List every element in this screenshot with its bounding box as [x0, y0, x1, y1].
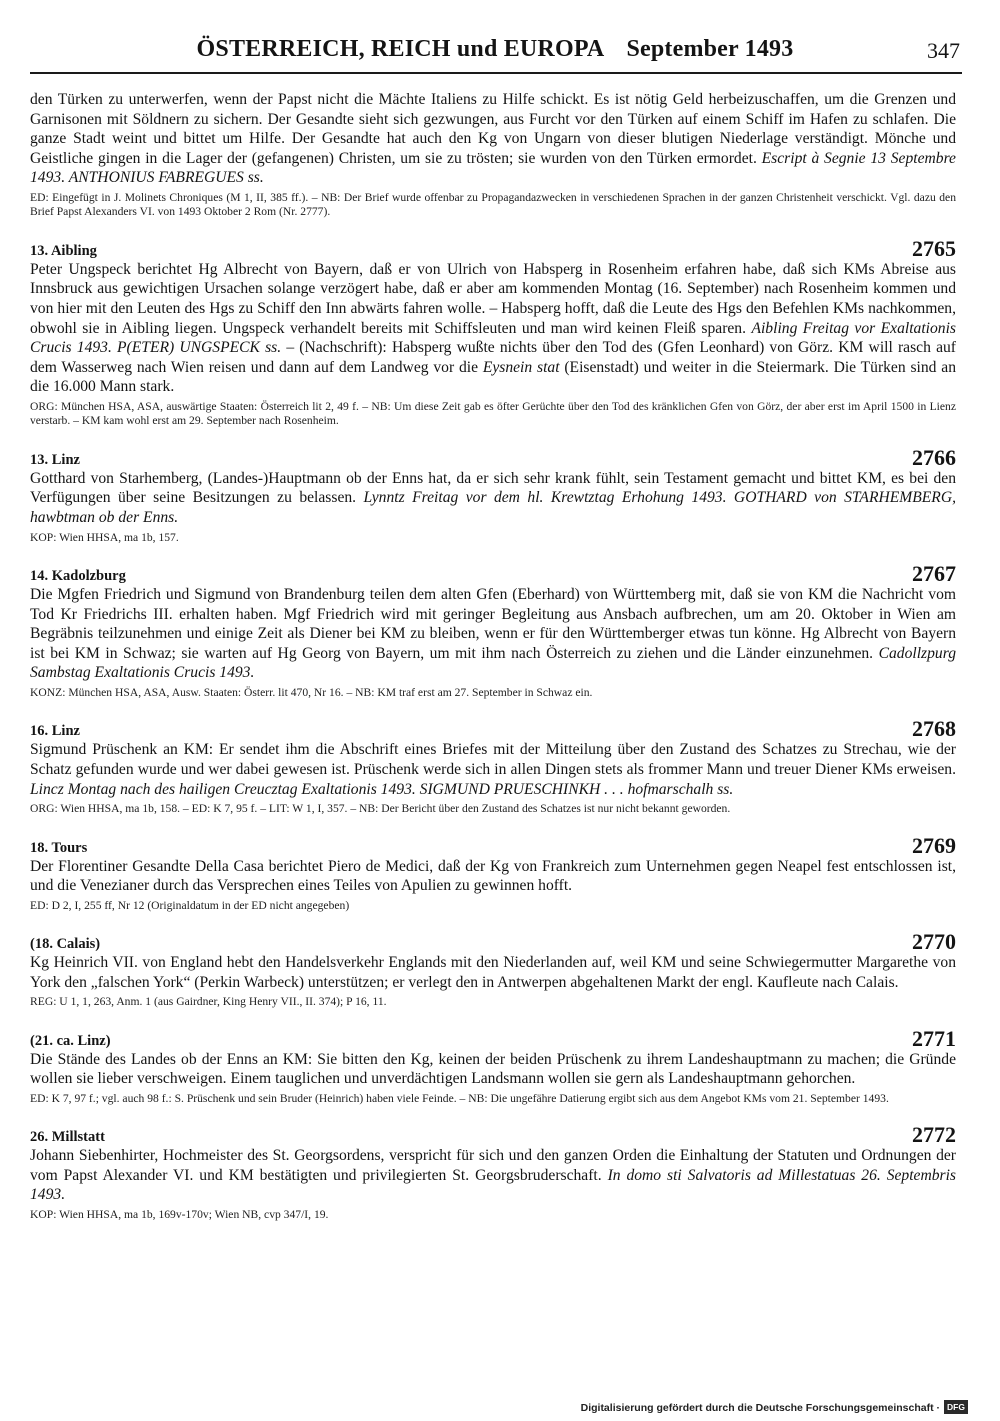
entry-note: ED: Eingefügt in J. Molinets Chroniques (M 1, II, 385 ff.). – NB: Der Brief wurde offenbar zu Propagandazwecken in verschiedenen Sprachen in der ganzen Christenheit verschickt. Vgl. dazu den Brief Papst Alexanders VI. von 1493 Oktober 2 Rom (Nr. 2777). [30, 190, 956, 219]
entry-date: 14. Kadolzburg [30, 567, 126, 584]
entry-head [30, 931, 956, 953]
header-rule [30, 72, 962, 74]
entry-date: (18. Calais) [30, 936, 101, 953]
page-body [30, 90, 956, 1222]
entry-text: Gotthard von Starhemberg, (Landes-)Hauptmann ob der Enns hat, da er sich sehr krank fühlt, sein Testament gemacht und bittet KM, es bei den Verfügungen über seine Besitzungen zu belassen. Lynntz Freitag vor dem hl. Krewtztag Erhohung 1493. GOTHARD von STARHEMBERG, hawbtman ob der Enns. [30, 469, 956, 526]
entry-number: 2769 [912, 832, 956, 858]
entry-head [30, 235, 956, 261]
page-number: 347 [927, 38, 960, 63]
entry-number: 2767 [912, 560, 956, 586]
entry-number: 2772 [912, 1122, 956, 1148]
entry-text: Johann Siebenhirter, Hochmeister des St. Georgsordens, verspricht für sich und den ganzen Orden die Einhaltung der Statuten und Ordnungen der vom Papst Alexander VI. und KM bestätigten und privilegierten St. Georgsbruderschaft. In domo sti Salvatoris ad Millestatuas 26. Septembris 1493. [30, 1147, 956, 1204]
entry-text: Kg Heinrich VII. von England hebt den Handelsverkehr Englands mit den Niederlanden auf, weil KM und seine Schwiegermutter Margarethe von York den „falschen York“ (Perkin Warbeck) unterstützen; er verlegt den in Antwerpen abgehaltenen Markt der engl. Kaufleute nach Calais. [30, 954, 956, 991]
regest-entry-2770 [30, 931, 956, 1010]
entry-note: ORG: München HSA, ASA, auswärtige Staaten: Österreich lit 2, 49 f. – NB: Um diese Zeit gab es öfter Gerüchte über den Tod des kränklichen Gfen von Görz, der aber erst im April 1500 in Lienz verstarb. – KM kam wohl erst am 29. September nach Rosenheim. [30, 399, 956, 428]
entry-head [30, 444, 956, 470]
entry-source: Escript à Segnie 13 Septembre 1493. ANTHONIUS FABREGUES ss. [30, 149, 956, 187]
entry-text: den Türken zu unterwerfen, wenn der Papst nicht die Mächte Italiens zu Hilfe schickt. Es ist nötig Geld herbeizuschaffen, um die Grenzen und Garnisonen mit Söldnern zu sichern. Der Gesandte sieht sich gezwungen, aus Furcht vor den Türken auf einem Schiff im Hafen zu schlafen. Die ganze Stadt weint und bittet um Hilfe. Der Gesandte hat auch den Kg von Ungarn von dieser blutigen Niederlage verständigt. Mönche und Geistliche gingen in die Lager der (gefangenen) Christen, um sie zu trösten; sie wurden von den Türken ermordet. Escript à Segnie 13 Septembre 1493. ANTHONIUS FABREGUES ss. [30, 91, 956, 187]
entry-text: Die Mgfen Friedrich und Sigmund von Brandenburg teilen dem alten Gfen (Eberhard) von Württemberg mit, daß sie von KM die Nachricht vom Tod Kr Friedrichs III. erhalten haben. Mgf Friedrich wird mit geringer Begleitung aus Ansbach aufbrechen, um am 20. Oktober in Wien am Begräbnis teilzunehmen und einige Zeit als Diener bei KM zu bleiben, wenn er für den Württemberger etwas tun könne. Hg Albrecht von Bayern ist bei KM in Schwaz; sie warten auf Hg Georg von Bayern, um mit ihm nach Österreich zu ziehen und die Länder einzunehmen. Cadollzpurg Sambstag Exaltationis Crucis 1493. [30, 585, 956, 682]
entry-note: REG: U 1, 1, 263, Anm. 1 (aus Gairdner, King Henry VII., II. 374); P 16, 11. [30, 995, 387, 1009]
entry-date: 16. Linz [30, 723, 80, 740]
entry-note: KOP: Wien HHSA, ma 1b, 157. [30, 530, 179, 544]
entry-date: 13. Linz [30, 451, 80, 468]
header-title: ÖSTERREICH, REICH und EUROPA [196, 36, 605, 62]
entry-number: 2768 [912, 716, 956, 742]
digitization-credit: Digitalisierung gefördert durch die Deutsche Forschungsgemeinschaft · [580, 1402, 940, 1414]
entry-number: 2766 [912, 444, 956, 470]
entry-text: Der Florentiner Gesandte Della Casa berichtet Piero de Medici, daß der Kg von Frankreich zum Unternehmen gegen Neapel fest entschlossen ist, und die Venezianer durch das Versprechen eines Teiles von Apulien zu gewinnen hofft. [30, 857, 956, 895]
entry-date: 18. Tours [30, 839, 88, 856]
header-date: September 1493 [626, 36, 794, 62]
entry-head [30, 1124, 956, 1146]
entry-text: Die Stände des Landes ob der Enns an KM: Sie bitten den Kg, keinen der beiden Prüschenk zu ihrem Landeshauptmann zu machen; die Gründe wollen sie lieber verschweigen. Einem tauglichen und unverdächtigen Landsmann wollen sie gern als Landeshauptmann gehorchen. [30, 1050, 956, 1088]
regest-entry-2765 [30, 235, 956, 429]
entry-note: ORG: Wien HHSA, ma 1b, 158. – ED: K 7, 95 f. – LIT: W 1, I, 357. – NB: Der Bericht über den Zustand des Schatzes ist nur nicht bekannt geworden. [30, 802, 731, 816]
entry-note: ED: K 7, 97 f.; vgl. auch 98 f.: S. Prüschenk und sein Bruder (Heinrich) haben viele Feinde. – NB: Die ungefähre Datierung ergibt sich aus dem Angebot KMs vom 21. September 1493. [30, 1091, 889, 1105]
entry-source: Lincz Montag nach des hailigen Creucztag Exaltationis 1493. SIGMUND PRUESCHINKH . . . hofmarschalh ss. [30, 780, 734, 798]
entry-head [30, 560, 956, 586]
entry-text: Sigmund Prüschenk an KM: Er sendet ihm die Abschrift eines Briefes mit der Mitteilung über den Zustand des Schatzes zu Strechau, wie der Schatz gefunden wurde und wer dabei gewesen ist. Prüschenk werde sich in allen Dingen stets als frommer Mann und treuer Diener KMs erweisen. Lincz Montag nach des hailigen Creucztag Exaltationis 1493. SIGMUND PRUESCHINKH . . . hofmarschalh ss. [30, 741, 956, 798]
entry-date: (21. ca. Linz) [30, 1032, 111, 1049]
regest-entry-2768 [30, 718, 956, 816]
header-title-line [30, 36, 960, 63]
entry-source: Lynntz Freitag vor dem hl. Krewtztag Erhohung 1493. GOTHARD von STARHEMBERG, hawbtman ob der Enns. [30, 489, 956, 526]
dfg-logo: DFG [944, 1400, 968, 1414]
entry-head [30, 832, 956, 858]
entry-note: ED: D 2, I, 255 ff, Nr 12 (Originaldatum in der ED nicht angegeben) [30, 898, 350, 912]
entry-source: Cadollzpurg Sambstag Exaltationis Crucis 1493. [30, 644, 956, 682]
entry-number: 2770 [912, 929, 956, 955]
regest-entry-2771 [30, 1025, 956, 1107]
intro-entry [30, 90, 956, 220]
entry-note: KOP: Wien HHSA, ma 1b, 169v-170v; Wien NB, cvp 347/I, 19. [30, 1208, 329, 1222]
entry-text: Peter Ungspeck berichtet Hg Albrecht von Bayern, daß er von Ulrich von Habsperg in Rosenheim erfahren habe, daß sich KMs Abreise aus Innsbruck aus gewichtigen Ursachen solange verzögert habe, daß er aber am kommenden Montag (16. September) nach Rosenheim kommen und von hier mit den Leuten des Hgs zu Schiff den Inn abwärts fahren wolle. – Habsperg hofft, daß die Leute des Hgs den Befehlen KMs nachkommen, obwohl sie in Aibling liegen. Ungspeck verhandelt bereits mit Schiffsleuten und man wird keinen Fleiß sparen. Aibling Freitag vor Exaltationis Crucis 1493. P(ETER) UNGSPECK ss. – (Nachschrift): Habsperg wußte nichts über den Tod des (Gfen Leonhard) von Görz. KM will rasch auf dem Wasserweg nach Wien reisen und dann auf dem Landweg vor die Eysnein stat (Eisenstadt) und weiter in die Steiermark. Die Türken sind an die 16.000 Mann stark. [30, 260, 956, 396]
entry-date: 13. Aibling [30, 242, 97, 259]
regest-entry-2767 [30, 560, 956, 700]
entry-note: KONZ: München HSA, ASA, Ausw. Staaten: Österr. lit 470, Nr 16. – NB: KM traf erst am 27. September in Schwaz ein. [30, 685, 593, 699]
regest-entry-2772 [30, 1124, 956, 1222]
entry-number: 2771 [912, 1025, 956, 1051]
running-header [30, 36, 960, 72]
entry-source: In domo sti Salvatoris ad Millestatuas 26. Septembris 1493. [30, 1166, 956, 1204]
entry-date: 26. Millstatt [30, 1129, 105, 1146]
entry-head [30, 718, 956, 740]
entry-head [30, 1025, 956, 1051]
regest-entry-2769 [30, 832, 956, 914]
entry-source: Aibling Freitag vor Exaltationis Crucis 1493. P(ETER) UNGSPECK ss. [30, 319, 956, 357]
regest-entry-2766 [30, 444, 956, 545]
entry-number: 2765 [912, 235, 956, 261]
place-name: Eysnein stat [482, 358, 560, 376]
